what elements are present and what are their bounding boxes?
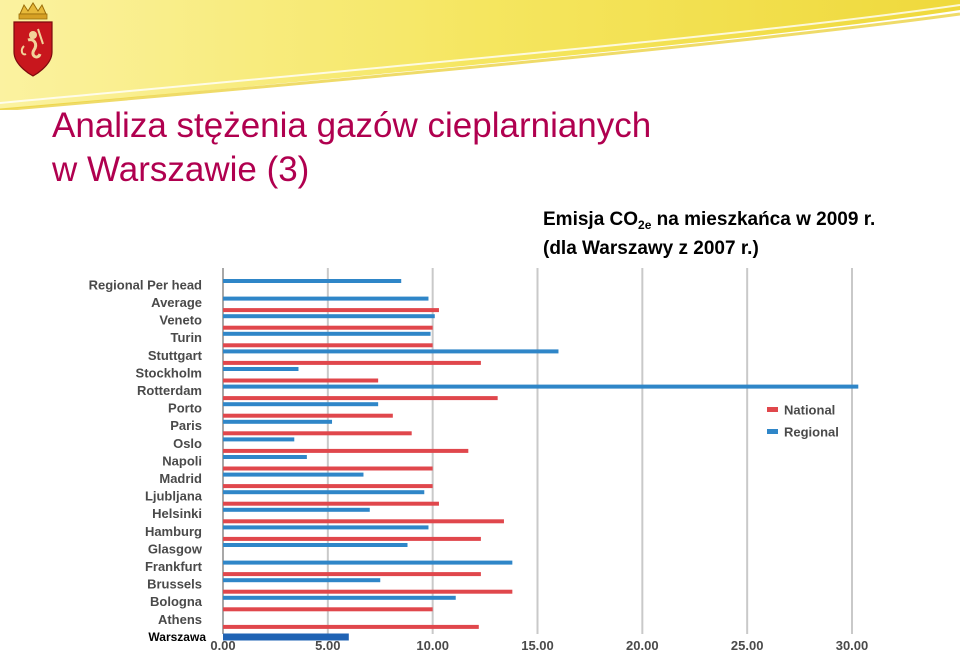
category-label: Napoli [162,453,202,469]
bar-regional-rotterdam [223,385,858,389]
subtitle-line-2: (dla Warszawy z 2007 r.) [543,238,759,259]
bar-national-frankfurt [223,572,481,576]
subtitle-post: na mieszkańca w 2009 r. [651,209,876,230]
bar-national-turin [223,343,433,347]
category-label: Bologna [150,594,202,610]
category-label: Stuttgart [147,347,202,363]
category-label: Hamburg [144,523,202,539]
bar-national-athens [223,625,479,629]
category-label: Regional Per head [88,277,202,293]
bar-national-stockholm [223,379,378,383]
bar-regional-porto [223,402,378,406]
category-label: Warszawa [148,630,206,645]
category-label: Stockholm [135,365,202,381]
bar-national-average [223,308,439,312]
chart-subtitle [543,208,875,261]
bar-regional-hamburg [223,525,428,529]
bar-regional-napoli [223,455,307,459]
subtitle-subscript: 2e [638,218,652,232]
category-labels [89,277,207,644]
header-banner [0,0,960,110]
subtitle-pre: Emisja CO [543,209,639,230]
emissions-bar-chart [0,262,960,655]
bar-regional-turin [223,332,431,336]
category-label: Ljubljana [144,488,202,504]
category-label: Oslo [173,435,202,451]
bar-regional-oslo [223,437,294,441]
bar-national-madrid [223,484,433,488]
bar-regional-stuttgart [223,349,558,353]
bar-national-hamburg [223,537,481,541]
title-line-1: Analiza stężenia gazów cieplarnianych [52,106,652,145]
category-label: Rotterdam [136,383,202,399]
bar-national-stuttgart [223,361,481,365]
bar-regional-paris [223,420,332,424]
bar-national-oslo [223,449,468,453]
x-tick-label: 0.00 [210,638,236,653]
bar-regional-glasgow [223,543,408,547]
bar-national-veneto [223,326,433,330]
x-tick-label: 25.00 [730,638,764,653]
title-line-2: w Warszawie (3) [52,150,310,189]
bar-national-paris [223,431,412,435]
category-label: Glasgow [147,541,202,557]
x-tick-label: 15.00 [521,638,554,653]
bar-regional-madrid [223,473,363,477]
category-label: Porto [168,400,202,416]
bar-regional-regional-per-head [223,279,401,283]
legend-label-regional: Regional [784,424,839,440]
category-label: Turin [170,330,202,346]
category-label: Veneto [159,312,202,328]
bar-regional-average [223,297,428,301]
category-label: Paris [170,418,202,434]
legend-label-national: National [784,402,836,418]
category-label: Madrid [159,471,202,487]
bar-regional-ljubljana [223,490,424,494]
bar-national-ljubljana [223,502,439,506]
category-label: Average [151,295,202,311]
warsaw-coat-of-arms-icon [8,2,58,78]
category-label: Brussels [147,576,202,592]
bar-regional-brussels [223,578,380,582]
bar-national-porto [223,414,393,418]
bar-regional-stockholm [223,367,298,371]
bar-national-bologna [223,607,433,611]
bar-regional-veneto [223,314,435,318]
x-tick-label: 30.00 [835,638,869,653]
x-tick-label: 10.00 [416,638,449,653]
legend-swatch-national [767,407,778,412]
x-tick-label: 5.00 [315,638,341,653]
category-label: Helsinki [152,506,202,522]
bar-regional-bologna [223,596,456,600]
bar-national-helsinki [223,519,504,523]
bar-national-napoli [223,467,433,471]
x-tick-label: 20.00 [626,638,659,653]
bar-national-rotterdam [223,396,498,400]
bar-regional-frankfurt [223,561,512,565]
bar-regional-helsinki [223,508,370,512]
category-label: Athens [157,611,202,627]
page-title [52,104,651,192]
bar-national-brussels [223,590,512,594]
category-label: Frankfurt [144,559,202,575]
legend-swatch-regional [767,429,778,434]
